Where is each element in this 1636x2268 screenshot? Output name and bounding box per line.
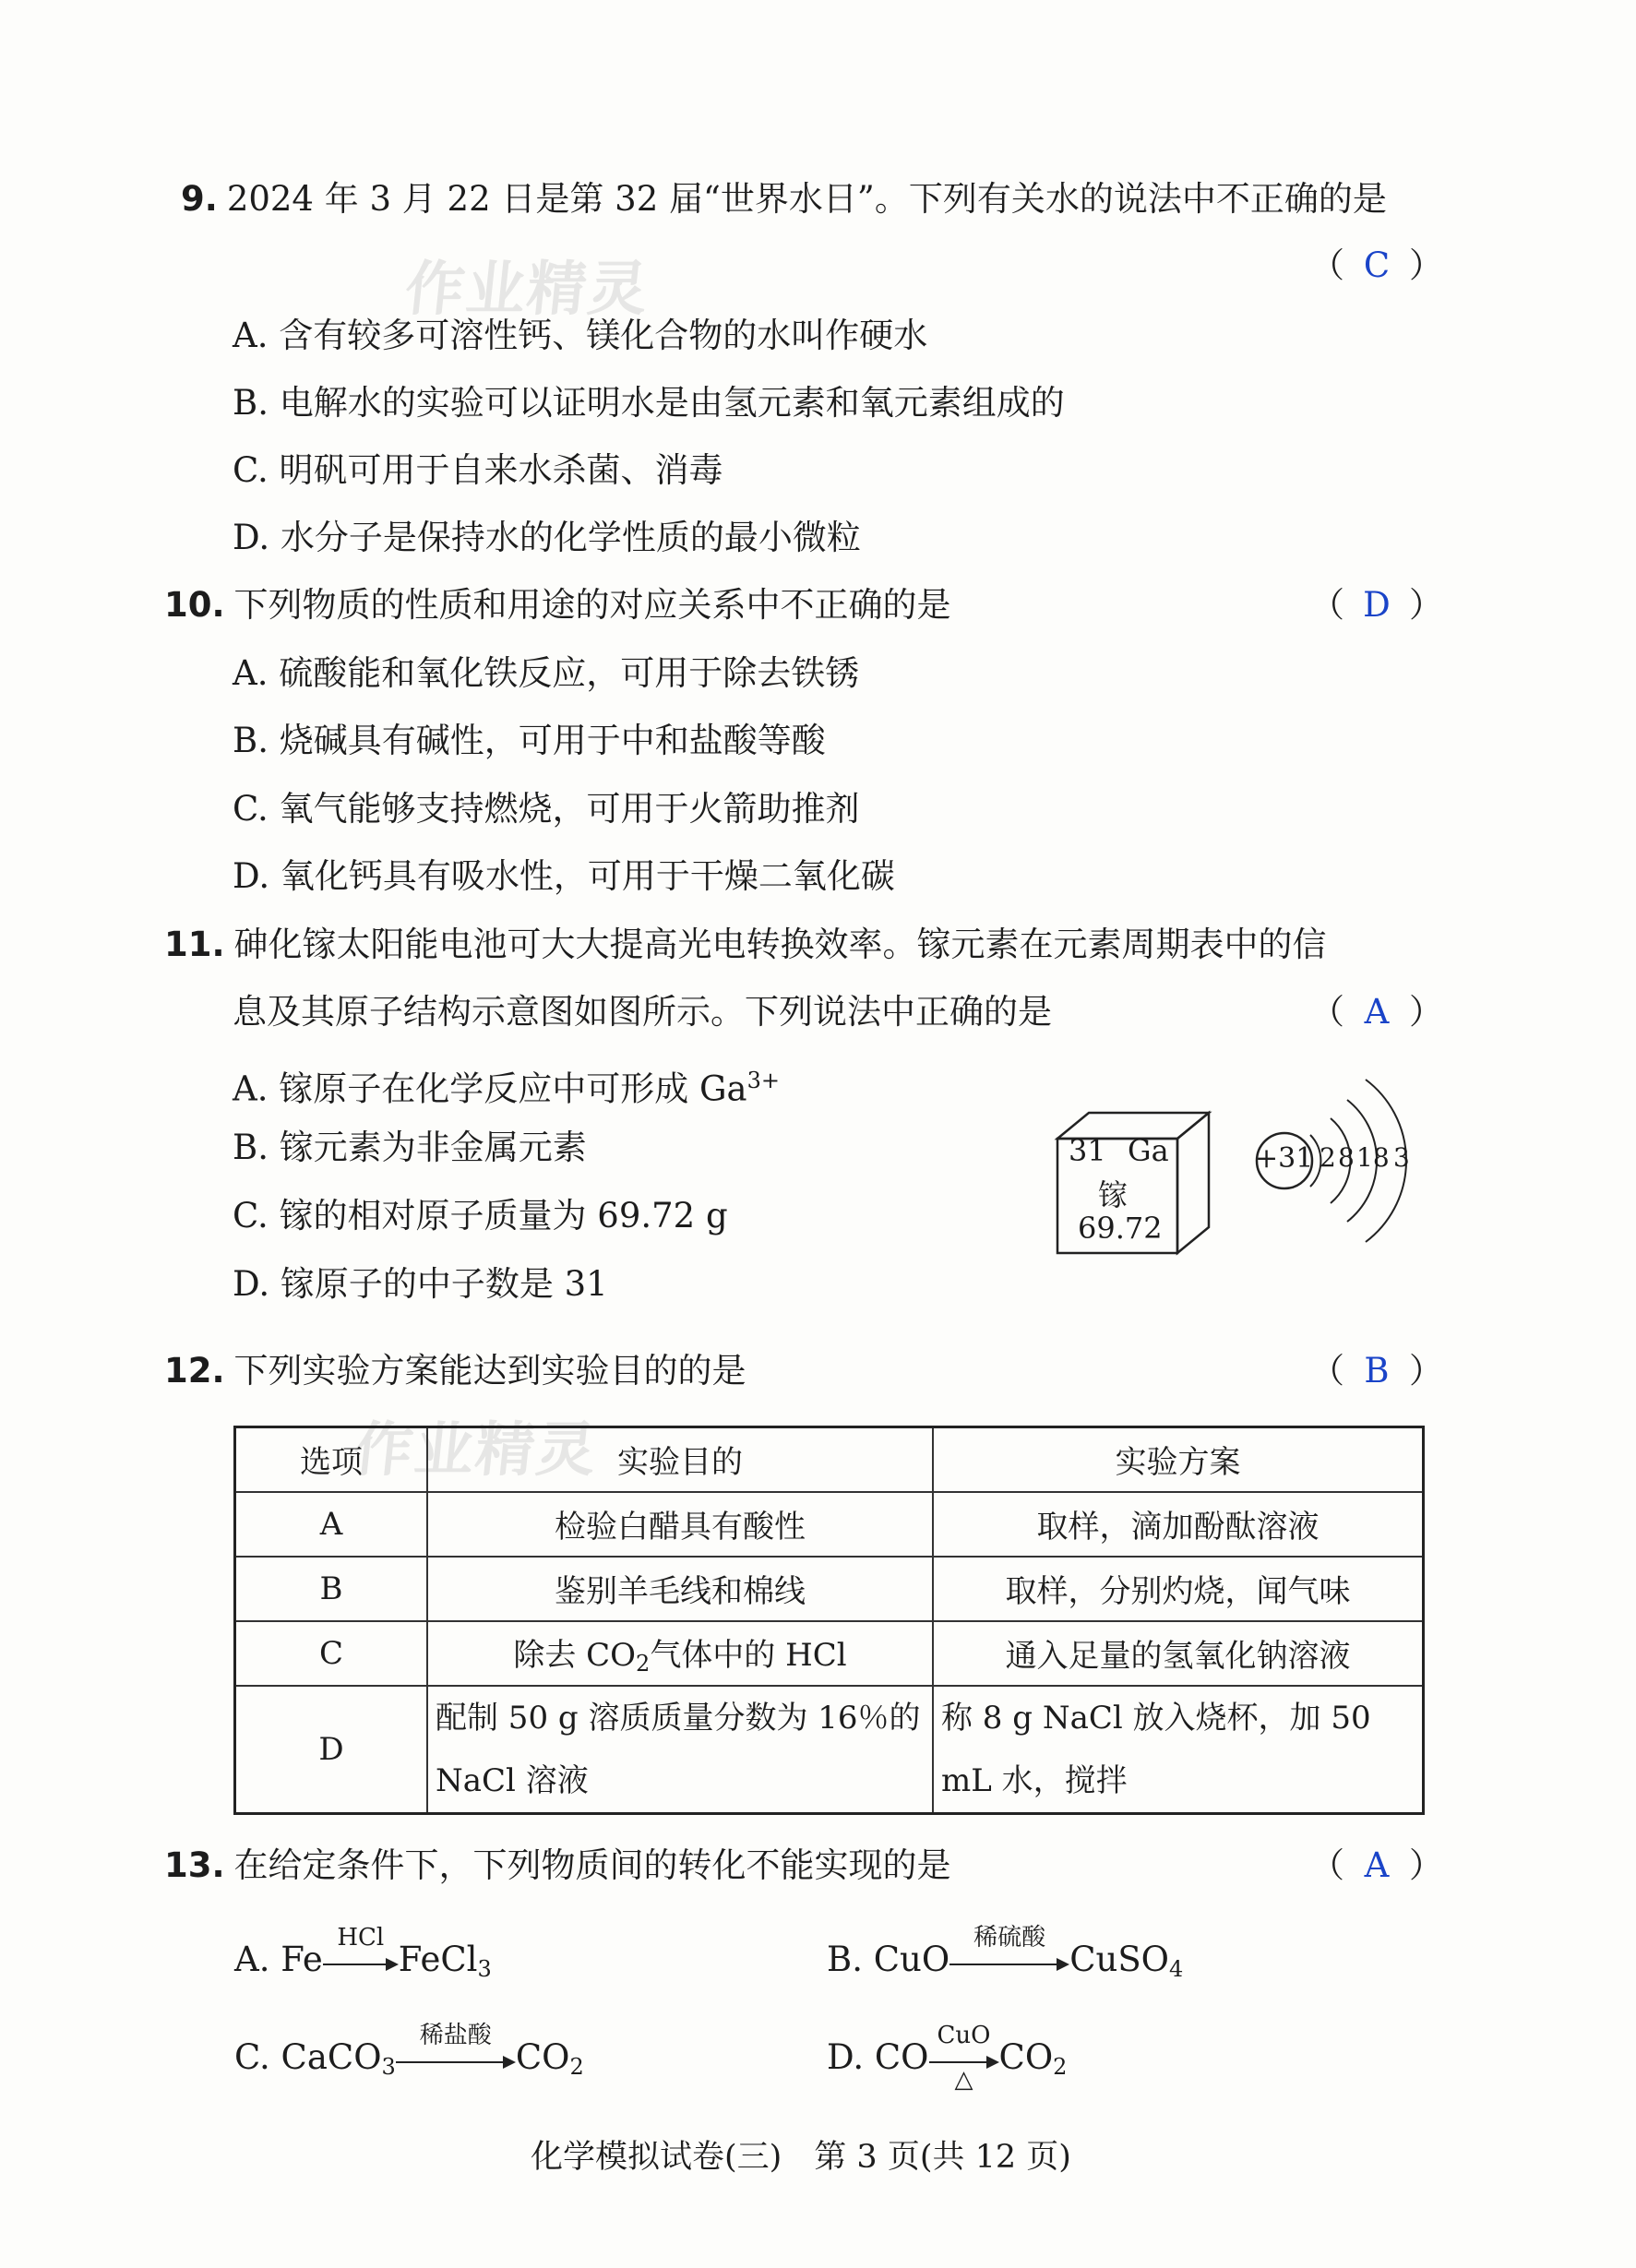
answer-letter: C xyxy=(1363,245,1391,285)
question-10 xyxy=(164,583,951,627)
cell-plan: 取样，滴加酚酞溶液 xyxy=(933,1492,1424,1557)
product: CO xyxy=(515,2037,570,2077)
shell-2: 8 xyxy=(1338,1142,1355,1173)
option-11a xyxy=(233,1058,780,1111)
answer-bracket-9: （ C ） xyxy=(1310,244,1443,288)
question-text-line1: 砷化镓太阳能电池可大大提高光电转换效率。镓元素在元素周期表中的信 xyxy=(233,925,1327,964)
question-number: 13. xyxy=(164,1845,225,1885)
watermark: 作业精灵 xyxy=(350,1416,602,1485)
header-plan: 实验方案 xyxy=(933,1427,1424,1492)
question-number: 11. xyxy=(164,925,225,964)
element-mass: 69.72 xyxy=(1078,1211,1163,1246)
question-text-line2: 息及其原子结构示意图如图所示。下列说法中正确的是 xyxy=(233,992,1052,1032)
answer-letter: D xyxy=(1363,585,1391,625)
shell-3: 18 xyxy=(1356,1142,1390,1173)
product: FeCl xyxy=(398,1940,478,1979)
element-symbol: Ga xyxy=(1128,1133,1169,1168)
answer-bracket-10: （ D ） xyxy=(1310,583,1443,627)
cell-purpose: 鉴别羊毛线和棉线 xyxy=(427,1557,933,1621)
question-11 xyxy=(164,923,1327,967)
option-9c: C. 明矾可用于自来水杀菌、消毒 xyxy=(233,450,723,490)
cell-purpose: 配制 50 g 溶质质量分数为 16％的 NaCl 溶液 xyxy=(427,1686,933,1814)
question-12 xyxy=(164,1349,746,1393)
question-13 xyxy=(164,1844,951,1888)
reaction-arrow xyxy=(949,1923,1069,1976)
option-text: A. 镓原子在化学反应中可形成 Ga xyxy=(233,1068,747,1109)
reactant: C. CaCO xyxy=(234,2037,382,2077)
subscript: 3 xyxy=(381,2054,396,2080)
reaction-arrow xyxy=(929,2021,999,2094)
subscript: 2 xyxy=(1053,2054,1068,2080)
reaction-arrow xyxy=(396,2021,516,2074)
question-text: 2024 年 3 月 22 日是第 32 届“世界水日”。下列有关水的说法中不正确的是 xyxy=(226,179,1387,219)
cell-plan: 通入足量的氢氧化钠溶液 xyxy=(933,1621,1424,1686)
table-row xyxy=(235,1557,1424,1621)
reagent: 稀盐酸 xyxy=(419,2021,492,2049)
cell-option: C xyxy=(235,1621,428,1686)
table-header-row xyxy=(235,1427,1424,1492)
cell-plan: 取样，分别灼烧，闻气味 xyxy=(933,1557,1424,1621)
cell-purpose xyxy=(427,1621,933,1686)
option-10b: B. 烧碱具有碱性，可用于中和盐酸等酸 xyxy=(233,721,826,760)
shell-4: 3 xyxy=(1393,1142,1410,1173)
option-13a xyxy=(234,1923,492,1991)
option-11d: D. 镓原子的中子数是 31 xyxy=(233,1264,608,1304)
answer-bracket-12: （ B ） xyxy=(1310,1349,1443,1393)
reactant: B. CuO xyxy=(827,1940,950,1979)
header-option: 选项 xyxy=(235,1427,428,1492)
option-13d xyxy=(827,2021,1068,2094)
subscript: 2 xyxy=(636,1651,651,1677)
cell-option: A xyxy=(235,1492,428,1557)
reagent: CuO xyxy=(937,2021,991,2049)
element-number: 31 xyxy=(1069,1133,1106,1168)
question-text: 在给定条件下，下列物质间的转化不能实现的是 xyxy=(233,1845,951,1885)
option-9a: A. 含有较多可溶性钙、镁化合物的水叫作硬水 xyxy=(233,316,928,355)
reagent: 稀硫酸 xyxy=(973,1923,1046,1952)
heat-symbol: △ xyxy=(954,2065,973,2094)
answer-letter: A xyxy=(1364,992,1390,1032)
table-row xyxy=(235,1621,1424,1686)
answer-bracket-11: （ A ） xyxy=(1310,990,1443,1034)
question-9 xyxy=(181,177,1387,221)
reactant: A. Fe xyxy=(234,1940,323,1979)
cell-purpose-text: 气体中的 HCl xyxy=(650,1637,847,1674)
table-row xyxy=(235,1492,1424,1557)
header-purpose: 实验目的 xyxy=(427,1427,933,1492)
option-10c: C. 氧气能够支持燃烧，可用于火箭助推剂 xyxy=(233,789,860,829)
question-number: 10. xyxy=(164,585,225,625)
option-10d: D. 氧化钙具有吸水性，可用于干燥二氧化碳 xyxy=(233,856,895,896)
experiment-table xyxy=(233,1426,1425,1815)
cell-option: D xyxy=(235,1686,428,1814)
question-number: 12. xyxy=(164,1351,225,1391)
option-13b xyxy=(827,1923,1184,1991)
answer-letter: A xyxy=(1364,1845,1390,1885)
answer-bracket-13: （ A ） xyxy=(1310,1844,1443,1888)
option-13c xyxy=(234,2021,584,2089)
reaction-arrow xyxy=(323,1923,399,1976)
cell-purpose: 检验白醋具有酸性 xyxy=(427,1492,933,1557)
option-11b: B. 镓元素为非金属元素 xyxy=(233,1128,587,1167)
question-number: 9. xyxy=(181,179,218,219)
option-9d: D. 水分子是保持水的化学性质的最小微粒 xyxy=(233,518,861,557)
ion-charge: 3+ xyxy=(746,1068,781,1093)
product: CuSO xyxy=(1069,1940,1170,1979)
answer-letter: B xyxy=(1364,1351,1390,1391)
option-11c: C. 镓的相对原子质量为 69.72 g xyxy=(233,1196,728,1235)
subscript: 2 xyxy=(569,2054,584,2080)
reactant: D. CO xyxy=(827,2037,929,2077)
cell-plan: 称 8 g NaCl 放入烧杯，加 50 mL 水，搅拌 xyxy=(933,1686,1424,1814)
subscript: 4 xyxy=(1169,1956,1184,1982)
option-10a: A. 硫酸能和氧化铁反应，可用于除去铁锈 xyxy=(233,653,860,693)
shell-1: 2 xyxy=(1320,1142,1336,1173)
question-text: 下列物质的性质和用途的对应关系中不正确的是 xyxy=(233,585,951,625)
element-name: 镓 xyxy=(1098,1177,1128,1212)
product: CO xyxy=(998,2037,1054,2077)
table-row xyxy=(235,1686,1424,1814)
reagent: HCl xyxy=(337,1923,385,1952)
subscript: 3 xyxy=(477,1956,492,1982)
watermark: 作业精灵 xyxy=(401,256,653,324)
page-footer: 化学模拟试卷(三) 第 3 页(共 12 页) xyxy=(531,2139,1071,2176)
atom-nucleus: +31 xyxy=(1255,1142,1314,1175)
question-text: 下列实验方案能达到实验目的的是 xyxy=(233,1351,746,1391)
option-9b: B. 电解水的实验可以证明水是由氢元素和氧元素组成的 xyxy=(233,383,1065,423)
cell-purpose-text: 除去 CO xyxy=(513,1637,637,1674)
cell-option: B xyxy=(235,1557,428,1621)
